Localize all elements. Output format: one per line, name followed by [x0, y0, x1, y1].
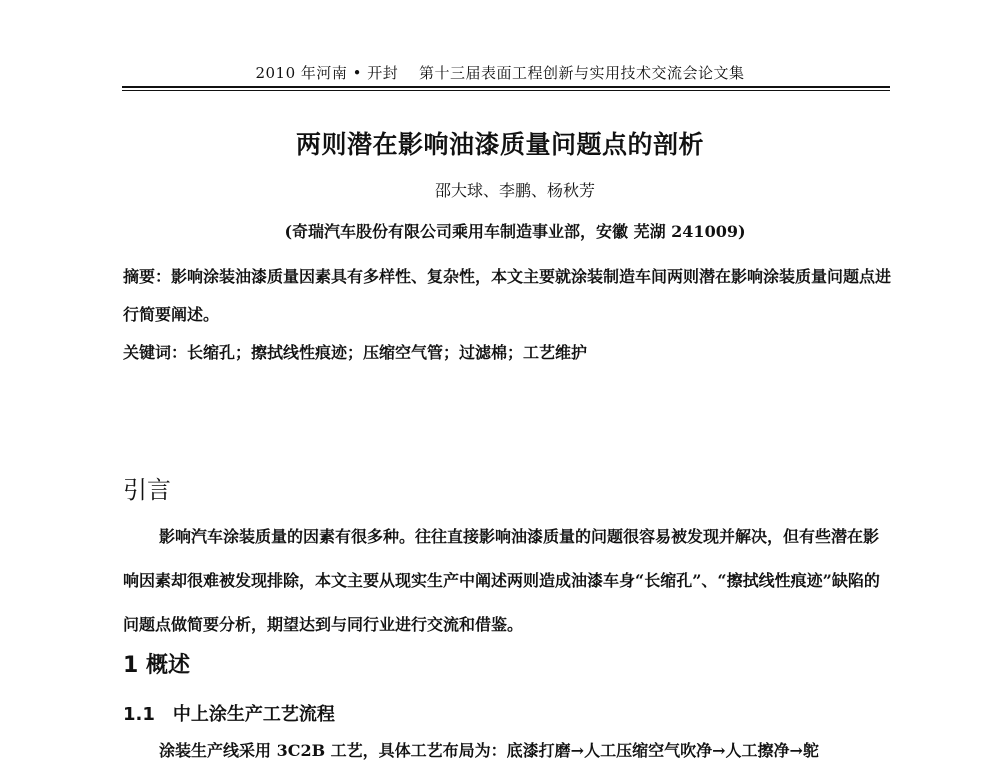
- introduction-paragraph: 影响汽车涂装质量的因素有很多种。往往直接影响油漆质量的问题很容易被发现并解决，但有些潜在影响因素却很难被发现排除，本文主要从现实生产中阐述两则造成油漆车身“长缩孔”、“擦拭线性痕迹”缺陷的问题点做简要分析，期望达到与同行业进行交流和借鉴。: [123, 527, 880, 634]
- abstract-text: 影响涂装油漆质量因素具有多样性、复杂性，本文主要就涂装制造车间两则潜在影响涂装质量问题点进行简要阐述。: [123, 267, 892, 324]
- subsection-number: 1.1: [123, 704, 155, 725]
- authors: 邵大球、李鹏、杨秋芳: [434, 181, 595, 200]
- process-paragraph: 涂装生产线采用 3C2B 工艺，具体工艺布局为：底漆打磨→人工压缩空气吹净→人工擦净→鸵: [159, 741, 819, 760]
- keywords-text: 长缩孔；擦拭线性痕迹；压缩空气管；过滤棉；工艺维护: [187, 343, 588, 362]
- subsection-heading-process: [123, 700, 335, 726]
- header-rule-thin: [122, 90, 890, 91]
- running-header: 2010 年河南 • 开封 第十三届表面工程创新与实用技术交流会论文集: [255, 64, 745, 82]
- section-heading-overview: 1 概述: [123, 653, 190, 678]
- paper-title: 两则潜在影响油漆质量问题点的剖析: [295, 130, 704, 159]
- header-rule-thick: [122, 86, 890, 88]
- abstract: [123, 258, 893, 334]
- affiliation: (奇瑞汽车股份有限公司乘用车制造事业部，安徽 芜湖 241009): [284, 222, 746, 241]
- section-heading-introduction: 引言: [123, 476, 171, 504]
- keywords-label: 关键词：: [123, 343, 188, 362]
- subsection-title: 中上涂生产工艺流程: [172, 704, 335, 725]
- abstract-label: 摘要：: [123, 267, 172, 286]
- keywords: [123, 340, 893, 363]
